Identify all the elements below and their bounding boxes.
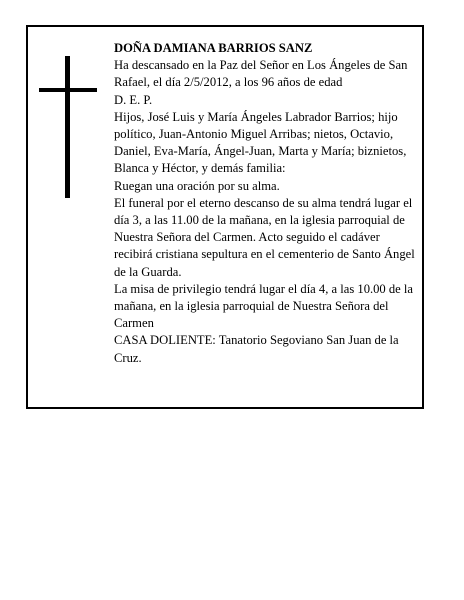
rest-in-peace: D. E. P.	[114, 92, 153, 107]
death-announcement: Ha descansado en la Paz del Señor en Los Ángeles de San Rafael, el día 2/5/2012, a los 96 años de edad	[114, 58, 408, 90]
cross-vertical-beam	[65, 56, 70, 198]
prayer-request: Ruegan una oración por su alma.	[114, 178, 280, 193]
funeral-details: El funeral por el eterno descanso de su alma tendrá lugar el día 3, a las 11.00 de la mañana, en la iglesia parroquial de Nuestra Señora del Carmen. Acto seguido el cadáver recibirá cristiana sepultura en el cementerio de Santo Ángel de la Guarda.	[114, 195, 415, 279]
cross-horizontal-beam	[39, 88, 97, 92]
mourning-house: CASA DOLIENTE: Tanatorio Segoviano San Juan de la Cruz.	[114, 333, 399, 365]
cross-icon	[39, 56, 97, 198]
obituary-notice	[26, 25, 424, 409]
family-list: Hijos, José Luis y María Ángeles Labrador Barrios; hijo político, Juan-Antonio Miguel Arribas; nietos, Octavio, Daniel, Eva-María, Ángel-Juan, Marta y María; biznietos, Blanca y Héctor, y demás familia:	[114, 109, 407, 176]
deceased-name: DOÑA DAMIANA BARRIOS SANZ	[114, 41, 313, 55]
mass-details: La misa de privilegio tendrá lugar el día 4, a las 10.00 de la mañana, en la iglesia parroquial de Nuestra Señora del Carmen	[114, 281, 414, 331]
notice-body	[114, 40, 416, 367]
